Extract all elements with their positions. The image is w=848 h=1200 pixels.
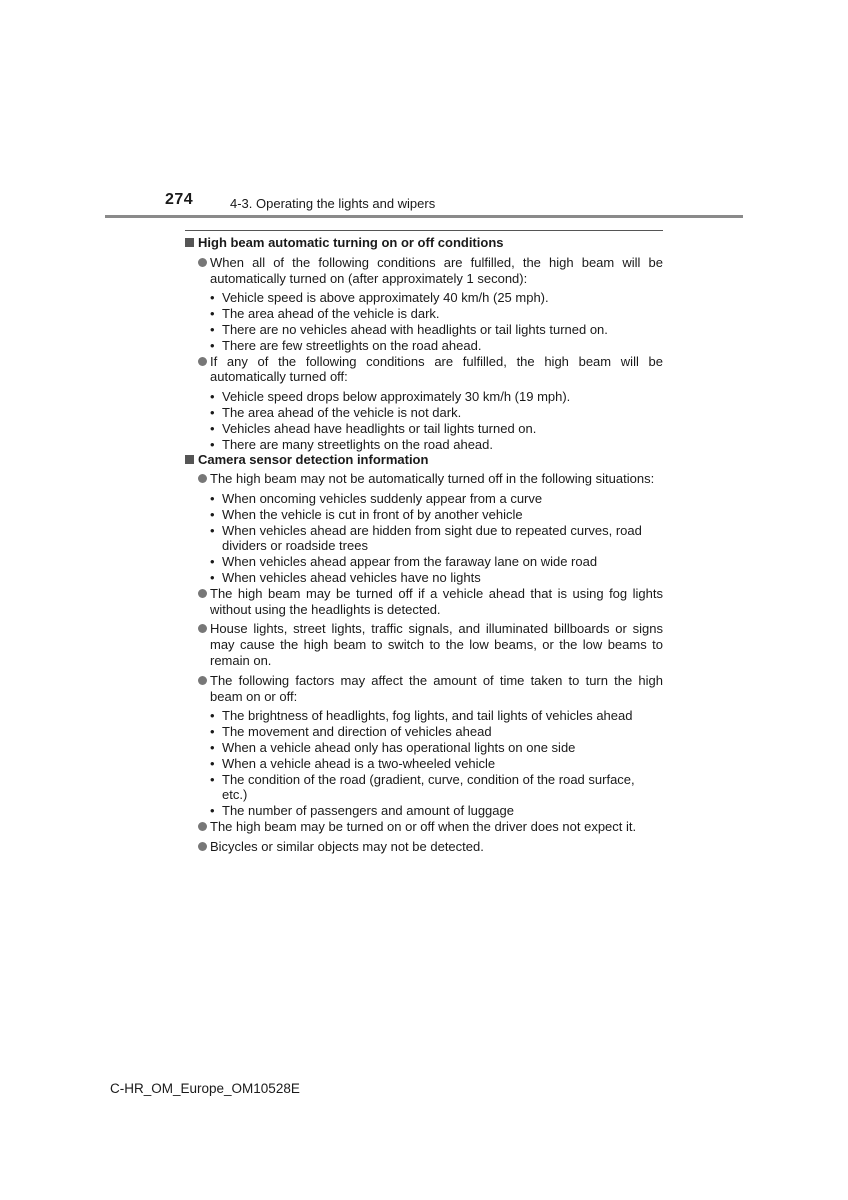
- section-heading: [185, 452, 663, 468]
- sub-list-item: • When a vehicle ahead is a two-wheeled vehicle: [210, 755, 496, 771]
- circle-bullet-icon: [198, 474, 207, 483]
- list-item: [185, 621, 663, 668]
- circle-bullet-icon: [198, 357, 207, 366]
- list-item: [185, 819, 663, 835]
- sub-list: [185, 708, 663, 819]
- section-title: 4-3. Operating the lights and wipers: [230, 196, 436, 211]
- circle-bullet-icon: [198, 258, 207, 267]
- sub-list-item: • When vehicles ahead appear from the faraway lane on wide road: [210, 554, 598, 570]
- sub-list-item: • Vehicle speed drops below approximately 30 km/h (19 mph).: [210, 389, 571, 405]
- sub-list-item: • When a vehicle ahead only has operational lights on one side: [210, 739, 576, 755]
- section-heading: [185, 235, 663, 251]
- sub-list-item: • Vehicles ahead have headlights or tail lights turned on.: [210, 420, 537, 436]
- sub-list-item: • The number of passengers and amount of luggage: [210, 803, 514, 819]
- item-text: The high beam may not be automatically turned off in the following situations:: [210, 471, 655, 487]
- item-text: Bicycles or similar objects may not be detected.: [210, 838, 484, 854]
- list-item: [185, 839, 663, 855]
- sub-list: [185, 389, 663, 452]
- content-divider: [185, 230, 663, 231]
- circle-bullet-icon: [198, 589, 207, 598]
- list-item: [185, 586, 663, 618]
- list-item: [185, 255, 663, 287]
- sub-list-item: • There are many streetlights on the road ahead.: [210, 436, 493, 452]
- heading-text: Camera sensor detection information: [198, 452, 429, 468]
- item-text: House lights, street lights, traffic signals, and illuminated billboards or signs may cause the high beam to switch to the low beams, or the low beams to remain on.: [210, 621, 663, 668]
- page-number: 274: [165, 191, 194, 208]
- header-divider: [105, 215, 743, 218]
- square-bullet-icon: [185, 238, 194, 247]
- sub-list-item: • When vehicles ahead are hidden from sight due to repeated curves, road dividers or roadside trees: [210, 522, 642, 554]
- square-bullet-icon: [185, 455, 194, 464]
- item-text: If any of the following conditions are fulfilled, the high beam will be automatically turned off:: [210, 353, 663, 385]
- item-text: The high beam may be turned off if a vehicle ahead that is using fog lights without using the headlights is detected.: [210, 585, 663, 617]
- list-item: [185, 354, 663, 386]
- sub-list: [185, 491, 663, 586]
- sub-list-item: • There are no vehicles ahead with headlights or tail lights turned on.: [210, 321, 608, 337]
- circle-bullet-icon: [198, 624, 207, 633]
- document-code: C-HR_OM_Europe_OM10528E: [110, 1081, 300, 1096]
- sub-list-item: • The brightness of headlights, fog lights, and tail lights of vehicles ahead: [210, 708, 633, 724]
- circle-bullet-icon: [198, 822, 207, 831]
- item-text: When all of the following conditions are fulfilled, the high beam will be automatically turned on (after approximately 1 second):: [210, 254, 663, 286]
- item-text: The high beam may be turned on or off when the driver does not expect it.: [210, 818, 637, 834]
- list-item: [185, 673, 663, 705]
- circle-bullet-icon: [198, 842, 207, 851]
- sub-list-item: • The condition of the road (gradient, curve, condition of the road surface, etc.): [210, 771, 635, 803]
- circle-bullet-icon: [198, 676, 207, 685]
- sub-list-item: • Vehicle speed is above approximately 40 km/h (25 mph).: [210, 290, 549, 306]
- sub-list-item: • When oncoming vehicles suddenly appear from a curve: [210, 490, 543, 506]
- sub-list-item: • When the vehicle is cut in front of by another vehicle: [210, 506, 523, 522]
- sub-list: [185, 290, 663, 353]
- heading-text: High beam automatic turning on or off conditions: [198, 235, 504, 250]
- sub-list-item: • The area ahead of the vehicle is dark.: [210, 306, 440, 322]
- sub-list-item: • When vehicles ahead vehicles have no lights: [210, 569, 481, 585]
- list-item: [185, 471, 663, 487]
- sub-list-item: • The area ahead of the vehicle is not dark.: [210, 404, 462, 420]
- page-content: [185, 235, 663, 854]
- sub-list-item: • The movement and direction of vehicles ahead: [210, 724, 492, 740]
- sub-list-item: • There are few streetlights on the road ahead.: [210, 337, 482, 353]
- item-text: The following factors may affect the amount of time taken to turn the high beam on or off:: [210, 672, 663, 704]
